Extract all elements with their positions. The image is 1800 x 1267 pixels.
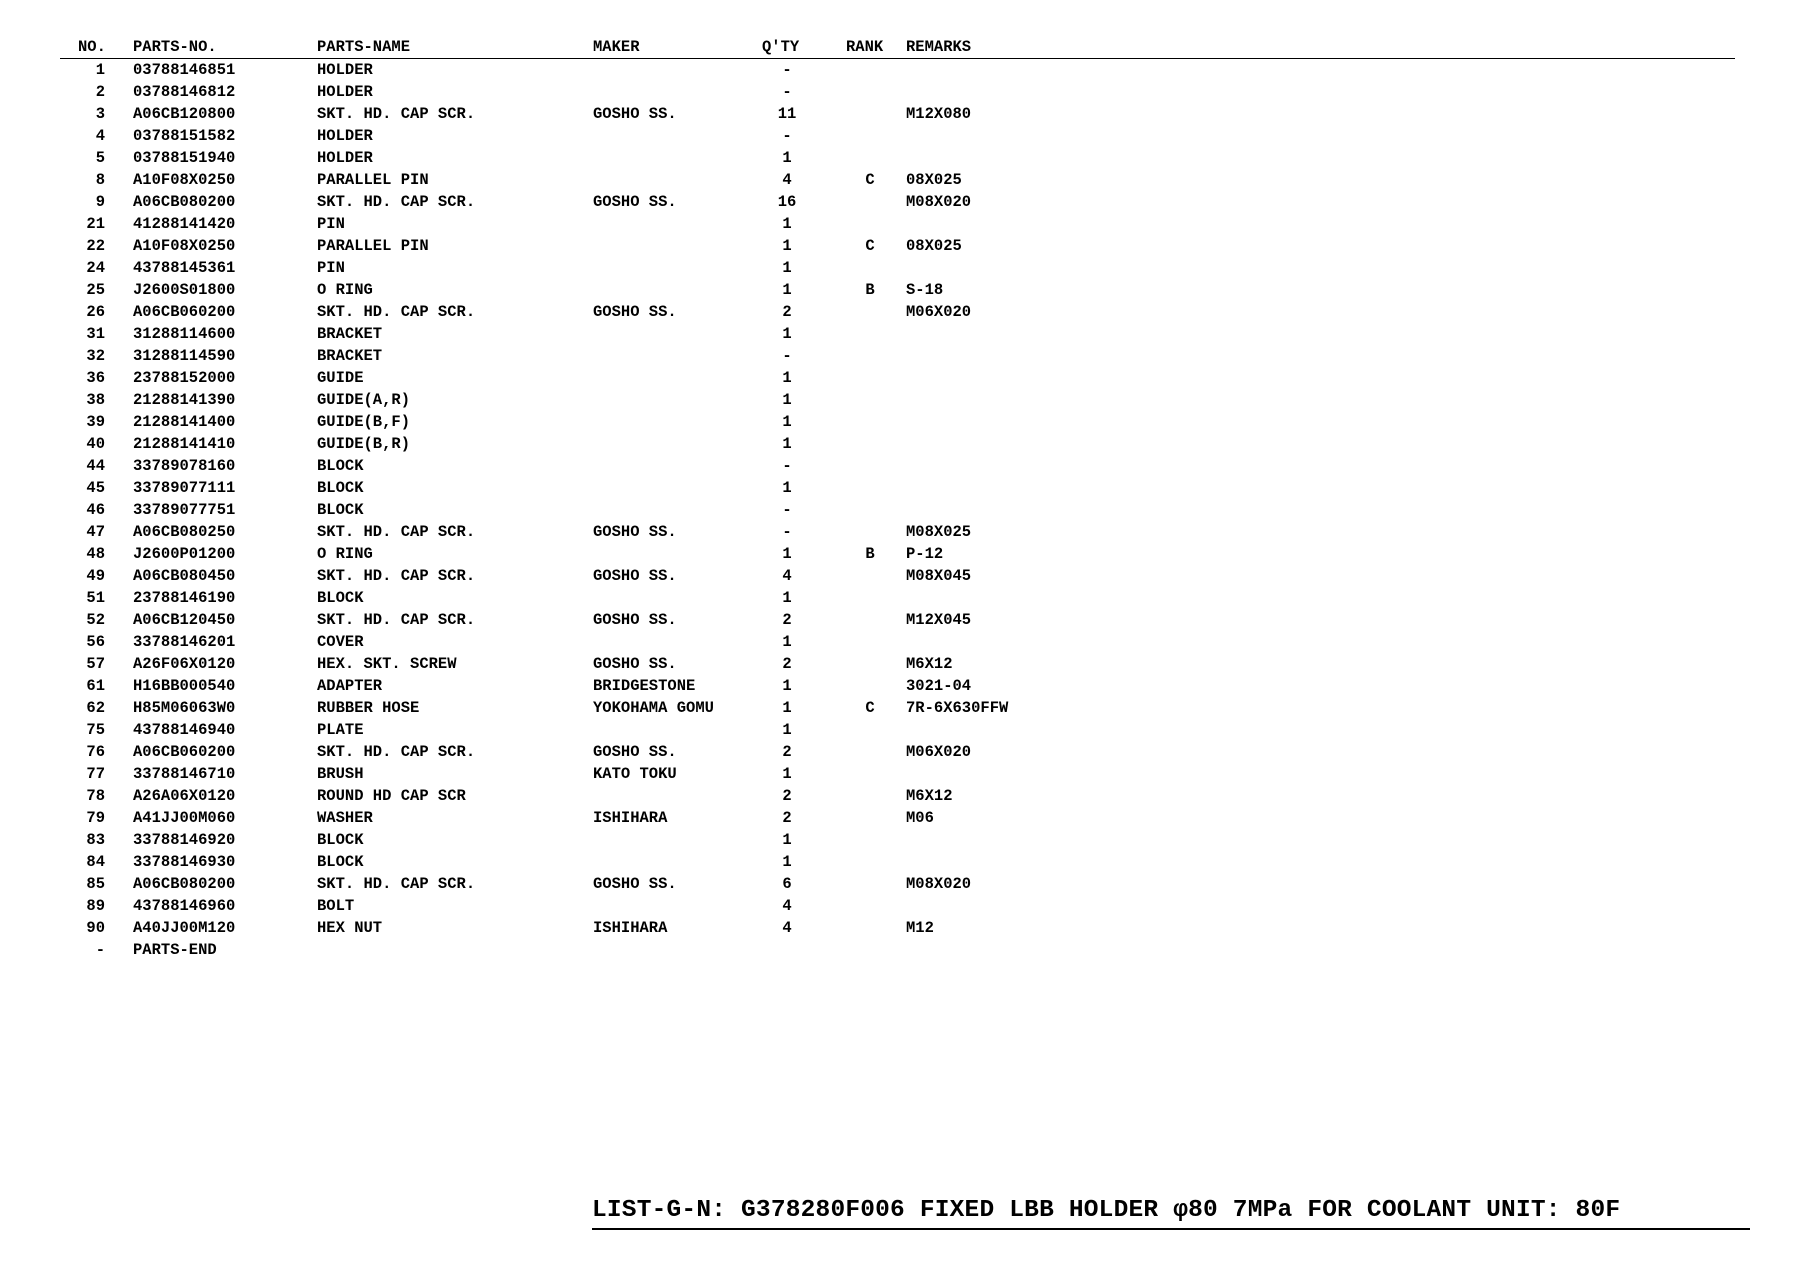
- cell-no: 40: [86, 435, 105, 453]
- list-title: LIST-G-N: G378280F006 FIXED LBB HOLDER φ80 7MPa FOR COOLANT UNIT: 80F: [592, 1194, 1750, 1230]
- cell-qty: 1: [782, 435, 792, 453]
- cell-maker: GOSHO SS.: [593, 611, 677, 629]
- cell-no: 8: [95, 171, 105, 189]
- cell-qty: 1: [782, 633, 792, 651]
- cell-remarks: M08X025: [906, 523, 972, 541]
- cell-parts-name: PIN: [317, 259, 345, 277]
- cell-parts-no: 43788146960: [133, 897, 236, 915]
- cell-qty: 1: [782, 853, 792, 871]
- cell-no: 31: [86, 325, 105, 343]
- cell-parts-name: SKT. HD. CAP SCR.: [317, 105, 476, 123]
- header-maker: MAKER: [593, 38, 640, 56]
- cell-qty: 1: [782, 589, 792, 607]
- cell-parts-name: WASHER: [317, 809, 373, 827]
- cell-remarks: M06X020: [906, 303, 972, 321]
- table-row: [60, 763, 1735, 785]
- cell-no: 25: [86, 281, 105, 299]
- table-body: [60, 59, 1735, 961]
- cell-no: 85: [86, 875, 105, 893]
- cell-parts-no: 23788152000: [133, 369, 236, 387]
- cell-no: 89: [86, 897, 105, 915]
- cell-remarks: M6X12: [906, 787, 953, 805]
- cell-no: 48: [86, 545, 105, 563]
- cell-parts-name: PIN: [317, 215, 345, 233]
- cell-qty: 1: [782, 369, 792, 387]
- table-row: [60, 235, 1735, 257]
- cell-parts-name: SKT. HD. CAP SCR.: [317, 523, 476, 541]
- cell-parts-no: 31288114600: [133, 325, 236, 343]
- cell-qty: 4: [782, 171, 792, 189]
- cell-rank: B: [865, 545, 875, 563]
- cell-parts-no: 43788146940: [133, 721, 236, 739]
- cell-parts-no: 33788146930: [133, 853, 236, 871]
- table-row: [60, 367, 1735, 389]
- cell-qty: 1: [782, 149, 792, 167]
- table-row: [60, 499, 1735, 521]
- table-row: [60, 917, 1735, 939]
- cell-parts-no: A06CB120450: [133, 611, 236, 629]
- cell-maker: GOSHO SS.: [593, 303, 677, 321]
- cell-qty: 1: [782, 545, 792, 563]
- table-row: [60, 653, 1735, 675]
- cell-maker: GOSHO SS.: [593, 105, 677, 123]
- cell-parts-no: 21288141400: [133, 413, 236, 431]
- table-row: [60, 169, 1735, 191]
- cell-qty: 4: [782, 919, 792, 937]
- cell-parts-name: HEX NUT: [317, 919, 383, 937]
- cell-rank: B: [865, 281, 875, 299]
- cell-no: 9: [95, 193, 105, 211]
- cell-parts-name: GUIDE(A,R): [317, 391, 411, 409]
- cell-no: -: [95, 941, 105, 959]
- cell-no: 45: [86, 479, 105, 497]
- cell-qty: 1: [782, 281, 792, 299]
- cell-maker: KATO TOKU: [593, 765, 677, 783]
- cell-parts-no: 33788146201: [133, 633, 236, 651]
- cell-parts-name: PLATE: [317, 721, 364, 739]
- cell-rank: C: [865, 171, 875, 189]
- table-row: [60, 675, 1735, 697]
- cell-parts-no: 23788146190: [133, 589, 236, 607]
- cell-parts-no: A06CB080200: [133, 193, 236, 211]
- cell-parts-name: HEX. SKT. SCREW: [317, 655, 457, 673]
- cell-no: 3: [95, 105, 105, 123]
- table-row: [60, 103, 1735, 125]
- header-no: NO.: [78, 38, 106, 56]
- cell-parts-no: 21288141410: [133, 435, 236, 453]
- cell-remarks: M08X020: [906, 875, 972, 893]
- cell-maker: GOSHO SS.: [593, 193, 677, 211]
- cell-remarks: M08X020: [906, 193, 972, 211]
- cell-no: 2: [95, 83, 105, 101]
- cell-qty: 4: [782, 897, 792, 915]
- cell-parts-name: ROUND HD CAP SCR: [317, 787, 466, 805]
- table-row: [60, 455, 1735, 477]
- cell-maker: BRIDGESTONE: [593, 677, 696, 695]
- cell-parts-name: GUIDE: [317, 369, 364, 387]
- cell-remarks: 3021-04: [906, 677, 972, 695]
- cell-qty: 6: [782, 875, 792, 893]
- cell-parts-name: SKT. HD. CAP SCR.: [317, 611, 476, 629]
- table-row: [60, 301, 1735, 323]
- cell-qty: 2: [782, 655, 792, 673]
- cell-parts-name: BOLT: [317, 897, 355, 915]
- cell-qty: 2: [782, 787, 792, 805]
- cell-qty: -: [782, 61, 792, 79]
- cell-remarks: M06: [906, 809, 934, 827]
- cell-qty: -: [782, 501, 792, 519]
- cell-parts-no: 03788146851: [133, 61, 236, 79]
- cell-parts-no: 21288141390: [133, 391, 236, 409]
- cell-parts-no: 33788146710: [133, 765, 236, 783]
- cell-rank: C: [865, 699, 875, 717]
- cell-no: 38: [86, 391, 105, 409]
- table-row: [60, 587, 1735, 609]
- cell-no: 76: [86, 743, 105, 761]
- cell-parts-name: COVER: [317, 633, 364, 651]
- cell-parts-name: SKT. HD. CAP SCR.: [317, 743, 476, 761]
- cell-remarks: M06X020: [906, 743, 972, 761]
- cell-remarks: M12X080: [906, 105, 972, 123]
- cell-qty: 1: [782, 237, 792, 255]
- table-row: [60, 565, 1735, 587]
- cell-parts-name: SKT. HD. CAP SCR.: [317, 303, 476, 321]
- table-row: [60, 323, 1735, 345]
- cell-parts-no: A06CB080200: [133, 875, 236, 893]
- cell-qty: 1: [782, 215, 792, 233]
- cell-no: 36: [86, 369, 105, 387]
- cell-parts-no: 03788146812: [133, 83, 236, 101]
- table-row: [60, 433, 1735, 455]
- cell-no: 32: [86, 347, 105, 365]
- cell-parts-no: J2600P01200: [133, 545, 236, 563]
- cell-qty: 1: [782, 765, 792, 783]
- table-row: [60, 345, 1735, 367]
- cell-qty: 11: [777, 105, 797, 123]
- cell-qty: 1: [782, 699, 792, 717]
- cell-no: 21: [86, 215, 105, 233]
- cell-no: 75: [86, 721, 105, 739]
- cell-maker: GOSHO SS.: [593, 523, 677, 541]
- cell-parts-no: A26F06X0120: [133, 655, 236, 673]
- cell-parts-name: GUIDE(B,F): [317, 413, 411, 431]
- table-row: [60, 631, 1735, 653]
- cell-qty: 2: [782, 303, 792, 321]
- cell-no: 79: [86, 809, 105, 827]
- cell-no: 22: [86, 237, 105, 255]
- table-row: [60, 279, 1735, 301]
- cell-maker: YOKOHAMA GOMU: [593, 699, 714, 717]
- cell-parts-name: SKT. HD. CAP SCR.: [317, 193, 476, 211]
- table-row: [60, 125, 1735, 147]
- cell-remarks: M6X12: [906, 655, 953, 673]
- cell-parts-name: BLOCK: [317, 853, 364, 871]
- cell-parts-no: 31288114590: [133, 347, 236, 365]
- header-parts-name: PARTS-NAME: [317, 38, 411, 56]
- cell-parts-no: J2600S01800: [133, 281, 236, 299]
- cell-parts-no: A26A06X0120: [133, 787, 236, 805]
- table-header: [60, 36, 1735, 59]
- cell-no: 90: [86, 919, 105, 937]
- parts-list-table: [60, 36, 1735, 961]
- table-row: [60, 411, 1735, 433]
- cell-remarks: M12: [906, 919, 934, 937]
- cell-parts-name: SKT. HD. CAP SCR.: [317, 567, 476, 585]
- cell-qty: 1: [782, 677, 792, 695]
- header-parts-no: PARTS-NO.: [133, 38, 217, 56]
- cell-parts-name: HOLDER: [317, 149, 373, 167]
- cell-parts-name: HOLDER: [317, 61, 373, 79]
- cell-qty: 1: [782, 325, 792, 343]
- table-row: [60, 895, 1735, 917]
- cell-parts-no: A06CB120800: [133, 105, 236, 123]
- cell-parts-name: BLOCK: [317, 831, 364, 849]
- cell-parts-no: 41288141420: [133, 215, 236, 233]
- cell-parts-name: HOLDER: [317, 83, 373, 101]
- cell-qty: -: [782, 523, 792, 541]
- cell-parts-no: 33788146920: [133, 831, 236, 849]
- cell-qty: 2: [782, 743, 792, 761]
- table-row: [60, 191, 1735, 213]
- table-row: [60, 147, 1735, 169]
- cell-maker: GOSHO SS.: [593, 875, 677, 893]
- cell-parts-name: O RING: [317, 281, 373, 299]
- cell-parts-name: PARALLEL PIN: [317, 171, 429, 189]
- cell-parts-no: H85M06063W0: [133, 699, 236, 717]
- cell-parts-no: A06CB060200: [133, 303, 236, 321]
- cell-qty: 1: [782, 391, 792, 409]
- cell-no: 46: [86, 501, 105, 519]
- table-row: [60, 785, 1735, 807]
- cell-parts-name: BRACKET: [317, 325, 383, 343]
- cell-maker: ISHIHARA: [593, 809, 668, 827]
- cell-no: 51: [86, 589, 105, 607]
- cell-parts-no: A10F08X0250: [133, 237, 236, 255]
- cell-parts-name: RUBBER HOSE: [317, 699, 420, 717]
- cell-no: 4: [95, 127, 105, 145]
- cell-parts-no: A10F08X0250: [133, 171, 236, 189]
- cell-maker: GOSHO SS.: [593, 743, 677, 761]
- cell-qty: 1: [782, 831, 792, 849]
- cell-qty: -: [782, 457, 792, 475]
- cell-qty: 1: [782, 259, 792, 277]
- cell-no: 5: [95, 149, 105, 167]
- cell-parts-no: A06CB080250: [133, 523, 236, 541]
- cell-parts-name: SKT. HD. CAP SCR.: [317, 875, 476, 893]
- cell-parts-no: 03788151940: [133, 149, 236, 167]
- cell-maker: GOSHO SS.: [593, 655, 677, 673]
- cell-parts-no: PARTS-END: [133, 941, 217, 959]
- cell-qty: 2: [782, 809, 792, 827]
- cell-maker: ISHIHARA: [593, 919, 668, 937]
- cell-no: 84: [86, 853, 105, 871]
- cell-parts-no: 33789077751: [133, 501, 236, 519]
- cell-parts-name: O RING: [317, 545, 373, 563]
- table-row: [60, 213, 1735, 235]
- table-row: [60, 807, 1735, 829]
- cell-parts-name: BLOCK: [317, 479, 364, 497]
- cell-parts-name: GUIDE(B,R): [317, 435, 411, 453]
- cell-parts-name: BRACKET: [317, 347, 383, 365]
- header-qty: Q'TY: [762, 38, 800, 56]
- cell-remarks: M12X045: [906, 611, 972, 629]
- cell-qty: -: [782, 83, 792, 101]
- cell-parts-name: BRUSH: [317, 765, 364, 783]
- cell-no: 62: [86, 699, 105, 717]
- cell-no: 57: [86, 655, 105, 673]
- cell-no: 56: [86, 633, 105, 651]
- cell-remarks: P-12: [906, 545, 944, 563]
- header-remarks: REMARKS: [906, 38, 972, 56]
- table-row: [60, 257, 1735, 279]
- cell-no: 1: [95, 61, 105, 79]
- cell-parts-name: BLOCK: [317, 589, 364, 607]
- table-row: [60, 389, 1735, 411]
- table-row: [60, 697, 1735, 719]
- cell-parts-no: 43788145361: [133, 259, 236, 277]
- table-row: [60, 851, 1735, 873]
- cell-qty: -: [782, 127, 792, 145]
- cell-rank: C: [865, 237, 875, 255]
- cell-parts-no: 03788151582: [133, 127, 236, 145]
- cell-no: 83: [86, 831, 105, 849]
- cell-qty: 1: [782, 721, 792, 739]
- table-row: [60, 829, 1735, 851]
- cell-parts-name: PARALLEL PIN: [317, 237, 429, 255]
- cell-no: 44: [86, 457, 105, 475]
- cell-no: 26: [86, 303, 105, 321]
- table-row: [60, 939, 1735, 961]
- table-row: [60, 719, 1735, 741]
- cell-parts-no: 33789077111: [133, 479, 236, 497]
- header-rank: RANK: [846, 38, 884, 56]
- cell-parts-name: BLOCK: [317, 457, 364, 475]
- cell-no: 24: [86, 259, 105, 277]
- cell-remarks: M08X045: [906, 567, 972, 585]
- cell-parts-no: A06CB060200: [133, 743, 236, 761]
- cell-parts-name: BLOCK: [317, 501, 364, 519]
- cell-no: 52: [86, 611, 105, 629]
- cell-maker: GOSHO SS.: [593, 567, 677, 585]
- table-row: [60, 477, 1735, 499]
- table-row: [60, 543, 1735, 565]
- cell-parts-no: A06CB080450: [133, 567, 236, 585]
- cell-remarks: 08X025: [906, 171, 962, 189]
- table-row: [60, 81, 1735, 103]
- cell-no: 77: [86, 765, 105, 783]
- table-row: [60, 521, 1735, 543]
- cell-remarks: S-18: [906, 281, 944, 299]
- cell-parts-no: 33789078160: [133, 457, 236, 475]
- cell-qty: 1: [782, 479, 792, 497]
- cell-parts-no: H16BB000540: [133, 677, 236, 695]
- cell-qty: 4: [782, 567, 792, 585]
- cell-parts-name: HOLDER: [317, 127, 373, 145]
- cell-no: 49: [86, 567, 105, 585]
- cell-parts-name: ADAPTER: [317, 677, 383, 695]
- table-row: [60, 873, 1735, 895]
- cell-parts-no: A41JJ00M060: [133, 809, 236, 827]
- cell-no: 61: [86, 677, 105, 695]
- cell-remarks: 7R-6X630FFW: [906, 699, 1009, 717]
- cell-qty: 2: [782, 611, 792, 629]
- cell-no: 78: [86, 787, 105, 805]
- cell-remarks: 08X025: [906, 237, 962, 255]
- cell-qty: -: [782, 347, 792, 365]
- cell-no: 39: [86, 413, 105, 431]
- table-row: [60, 609, 1735, 631]
- cell-no: 47: [86, 523, 105, 541]
- cell-qty: 1: [782, 413, 792, 431]
- cell-qty: 16: [777, 193, 797, 211]
- cell-parts-no: A40JJ00M120: [133, 919, 236, 937]
- table-row: [60, 59, 1735, 81]
- table-row: [60, 741, 1735, 763]
